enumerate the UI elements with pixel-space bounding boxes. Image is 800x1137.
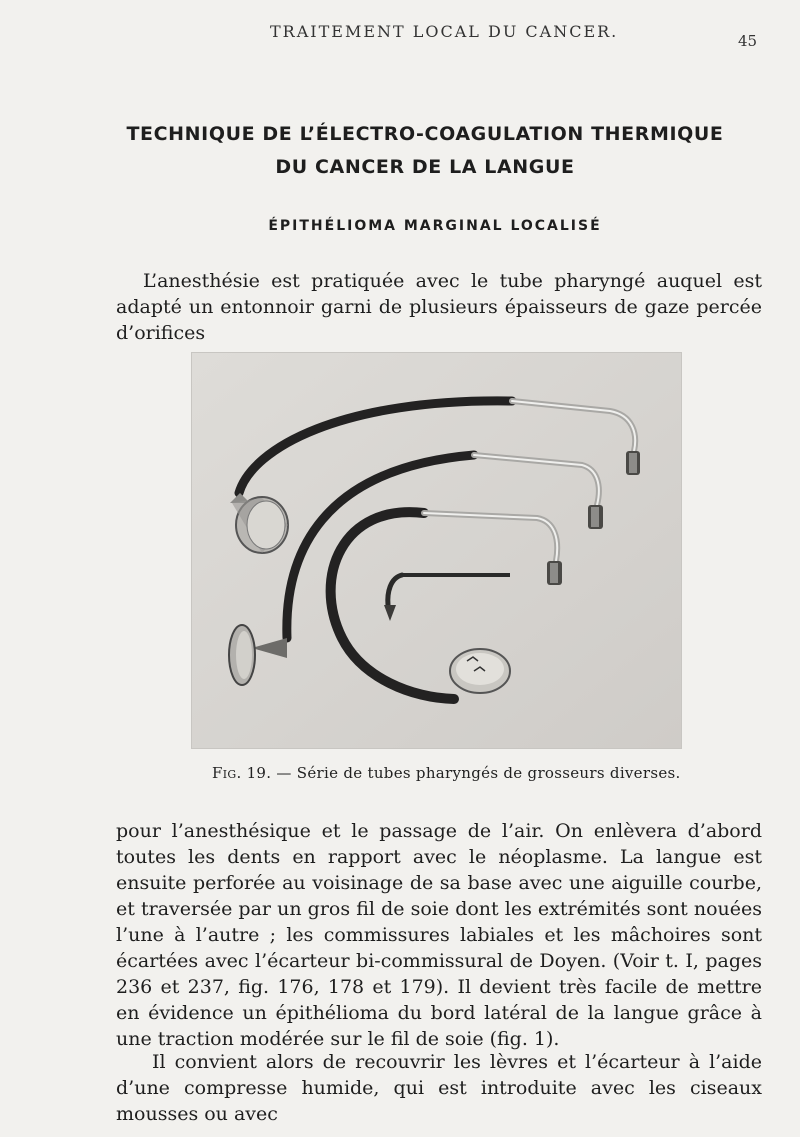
page-number: 45 [738, 32, 758, 50]
paragraph-next: Il convient alors de recouvrir les lèvres et l’écarteur à l’aide d’une compresse humide, qui est introduite avec les ciseaux mousses ou avec [116, 1051, 762, 1125]
chapter-title-line-1: TECHNIQUE DE L’ÉLECTRO-COAGULATION THERMIQUE [126, 123, 724, 145]
figure-label: Fig. 19. [212, 764, 272, 782]
pharyngeal-tubes-illustration [192, 353, 681, 748]
figure-photograph [191, 352, 682, 749]
running-head: TRAITEMENT LOCAL DU CANCER. [270, 22, 619, 41]
chapter-title [0, 118, 800, 184]
figure-caption [212, 764, 681, 782]
figure-caption-text: — Série de tubes pharyngés de grosseurs diverses. [276, 764, 681, 782]
paragraph-intro: L’anesthésie est pratiquée avec le tube pharyngé auquel est adapté un entonnoir garni de plusieurs épaisseurs de gaze percée d’orifices [116, 270, 762, 344]
section-subtitle: ÉPITHÉLIOMA MARGINAL LOCALISÉ [268, 218, 602, 234]
paragraph-continued: pour l’anesthésique et le passage de l’air. On enlèvera d’abord toutes les dents en rapport avec le néoplasme. La langue est ensuite perforée au voisinage de sa base avec une aiguille courbe, et traversée par un gros fil de soie dont les extrémités sont nouées l’une à l’autre ; les commissures labiales et les mâchoires sont écartées avec l’écarteur bi-commissural de Doyen. (Voir t. I, pages 236 et 237, fig. 176, 178 et 179). Il devient très facile de mettre en évidence un épithélioma du bord latéral de la langue grâce à une traction modérée sur le fil de soie (fig. 1). [116, 820, 762, 1050]
chapter-title-line-2: DU CANCER DE LA LANGUE [275, 156, 575, 178]
